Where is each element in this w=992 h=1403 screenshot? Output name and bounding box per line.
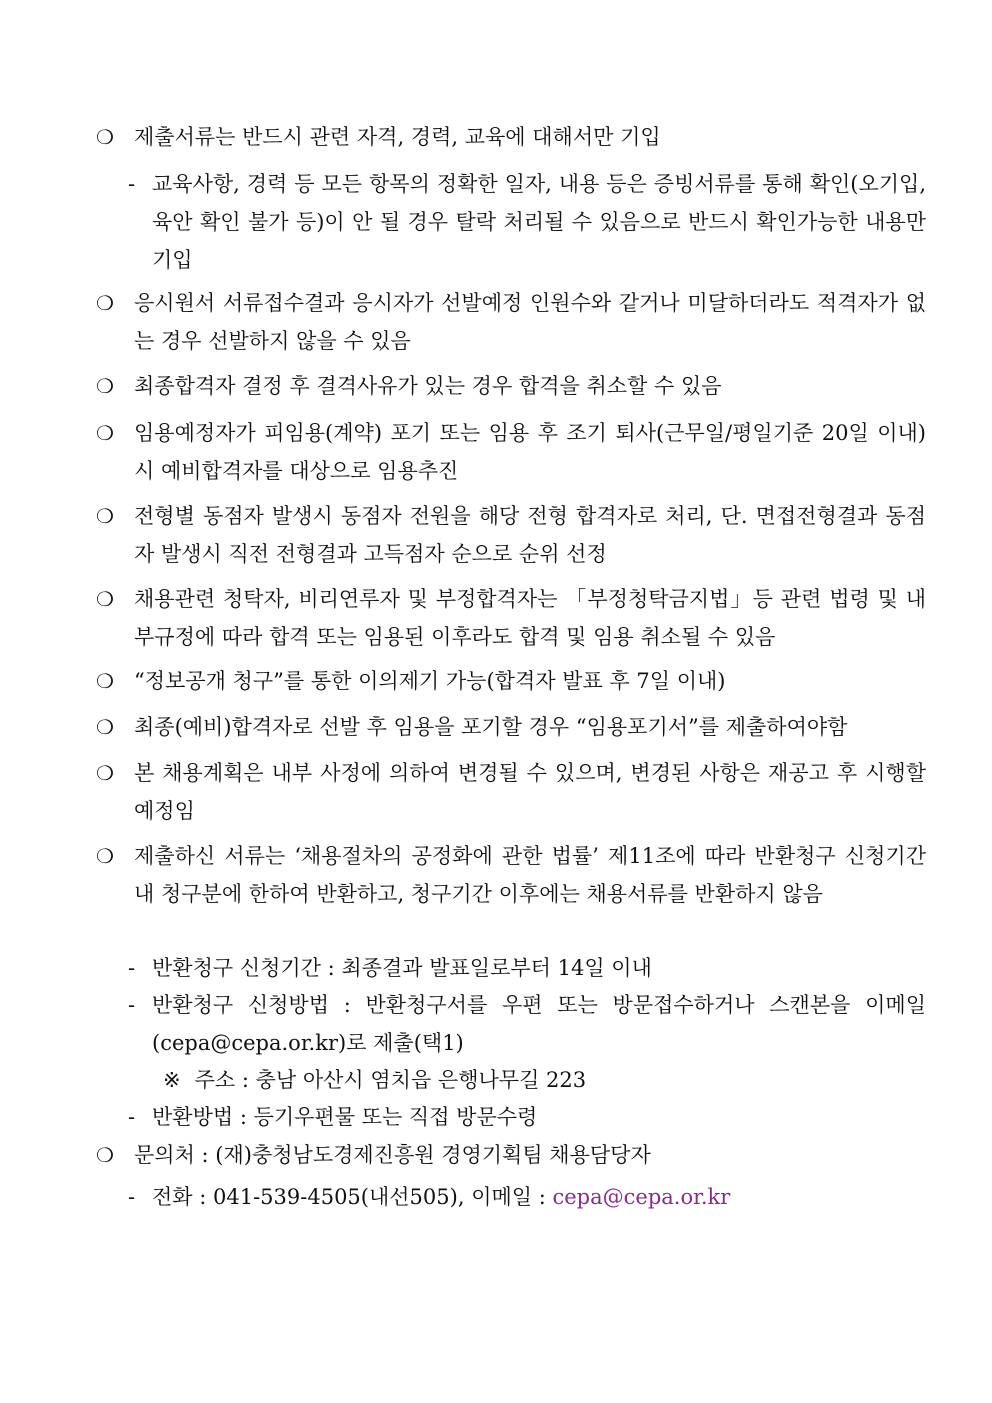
circle-bullet-icon: ❍ (96, 761, 114, 785)
dash-bullet: - (128, 1185, 136, 1209)
reference-mark: ※ (163, 1068, 181, 1092)
circle-bullet-icon: ❍ (96, 715, 114, 739)
circle-bullet-icon: ❍ (96, 374, 114, 398)
notice-text: “정보공개 청구”를 통한 이의제기 가능(합격자 발표 후 7일 이내) (134, 669, 726, 693)
notice-text: 제출서류는 반드시 관련 자격, 경력, 교육에 대해서만 기입 (134, 125, 661, 149)
notice-text: 문의처 : (재)충청남도경제진흥원 경영기획팀 채용담당자 (134, 1143, 651, 1167)
circle-bullet-icon: ❍ (96, 291, 114, 315)
sub-item-5 (128, 1178, 926, 1216)
dash-bullet: - (128, 1105, 136, 1129)
sub-item-3 (128, 986, 926, 1062)
dash-bullet: - (128, 956, 136, 980)
notice-item-2 (96, 284, 926, 360)
notice-item-10 (96, 837, 926, 913)
circle-bullet-icon: ❍ (96, 504, 114, 528)
phone-text: 전화 : 041-539-4505(내선505), 이메일 : (152, 1185, 553, 1209)
sub-text: 반환청구 신청방법 : 반환청구서를 우편 또는 방문접수하거나 스캔본을 이메일(cepa@cepa.or.kr)로 제출(택1) (152, 993, 926, 1055)
notice-item-5 (96, 497, 926, 573)
notice-item-9 (96, 754, 926, 830)
sub-text: 반환방법 : 등기우편물 또는 직접 방문수령 (152, 1105, 538, 1129)
notice-text: 제출하신 서류는 ‘채용절차의 공정화에 관한 법률’ 제11조에 따라 반환청구 신청기간 내 청구분에 한하여 반환하고, 청구기간 이후에는 채용서류를 반환하지 않음 (134, 844, 926, 906)
sub-item-2 (128, 949, 926, 987)
dash-bullet: - (128, 993, 136, 1017)
notice-item-8 (96, 708, 926, 746)
circle-bullet-icon: ❍ (96, 125, 114, 149)
notice-item-7 (96, 662, 926, 700)
email-link[interactable]: cepa@cepa.or.kr (552, 1185, 731, 1209)
circle-bullet-icon: ❍ (96, 421, 114, 445)
notice-item-4 (96, 414, 926, 490)
sub-item-1 (128, 165, 926, 279)
circle-bullet-icon: ❍ (96, 669, 114, 693)
address-note (163, 1061, 586, 1099)
notice-item-1 (96, 118, 926, 156)
notice-item-6 (96, 580, 926, 656)
notice-item-3 (96, 367, 926, 405)
notice-text: 본 채용계획은 내부 사정에 의하여 변경될 수 있으며, 변경된 사항은 재공고 후 시행할 예정임 (134, 761, 926, 823)
notice-item-11 (96, 1136, 926, 1174)
notice-text: 응시원서 서류접수결과 응시자가 선발예정 인원수와 같거나 미달하더라도 적격자가 없는 경우 선발하지 않을 수 있음 (134, 291, 926, 353)
contact-text (152, 1178, 926, 1216)
sub-text: 교육사항, 경력 등 모든 항목의 정확한 일자, 내용 등은 증빙서류를 통해 확인(오기입, 육안 확인 불가 등)이 안 될 경우 탈락 처리될 수 있음으로 반드시 확인가능한 내용만 기입 (152, 172, 926, 272)
notice-text: 전형별 동점자 발생시 동점자 전원을 해당 전형 합격자로 처리, 단. 면접전형결과 동점자 발생시 직전 전형결과 고득점자 순으로 순위 선정 (134, 504, 926, 566)
sub-item-4 (128, 1098, 926, 1136)
circle-bullet-icon: ❍ (96, 1143, 114, 1167)
notice-text: 채용관련 청탁자, 비리연루자 및 부정합격자는 「부정청탁금지법」등 관련 법령 및 내부규정에 따라 합격 또는 임용된 이후라도 합격 및 임용 취소될 수 있음 (134, 587, 926, 649)
address-text: 주소 : 충남 아산시 염치읍 은행나무길 223 (194, 1068, 587, 1092)
sub-text: 반환청구 신청기간 : 최종결과 발표일로부터 14일 이내 (152, 956, 652, 980)
circle-bullet-icon: ❍ (96, 587, 114, 611)
notice-text: 최종(예비)합격자로 선발 후 임용을 포기할 경우 “임용포기서”를 제출하여야함 (134, 715, 848, 739)
dash-bullet: - (128, 172, 136, 196)
notice-text: 최종합격자 결정 후 결격사유가 있는 경우 합격을 취소할 수 있음 (134, 374, 722, 398)
notice-text: 임용예정자가 피임용(계약) 포기 또는 임용 후 조기 퇴사(근무일/평일기준 20일 이내)시 예비합격자를 대상으로 임용추진 (134, 421, 926, 483)
circle-bullet-icon: ❍ (96, 844, 114, 868)
